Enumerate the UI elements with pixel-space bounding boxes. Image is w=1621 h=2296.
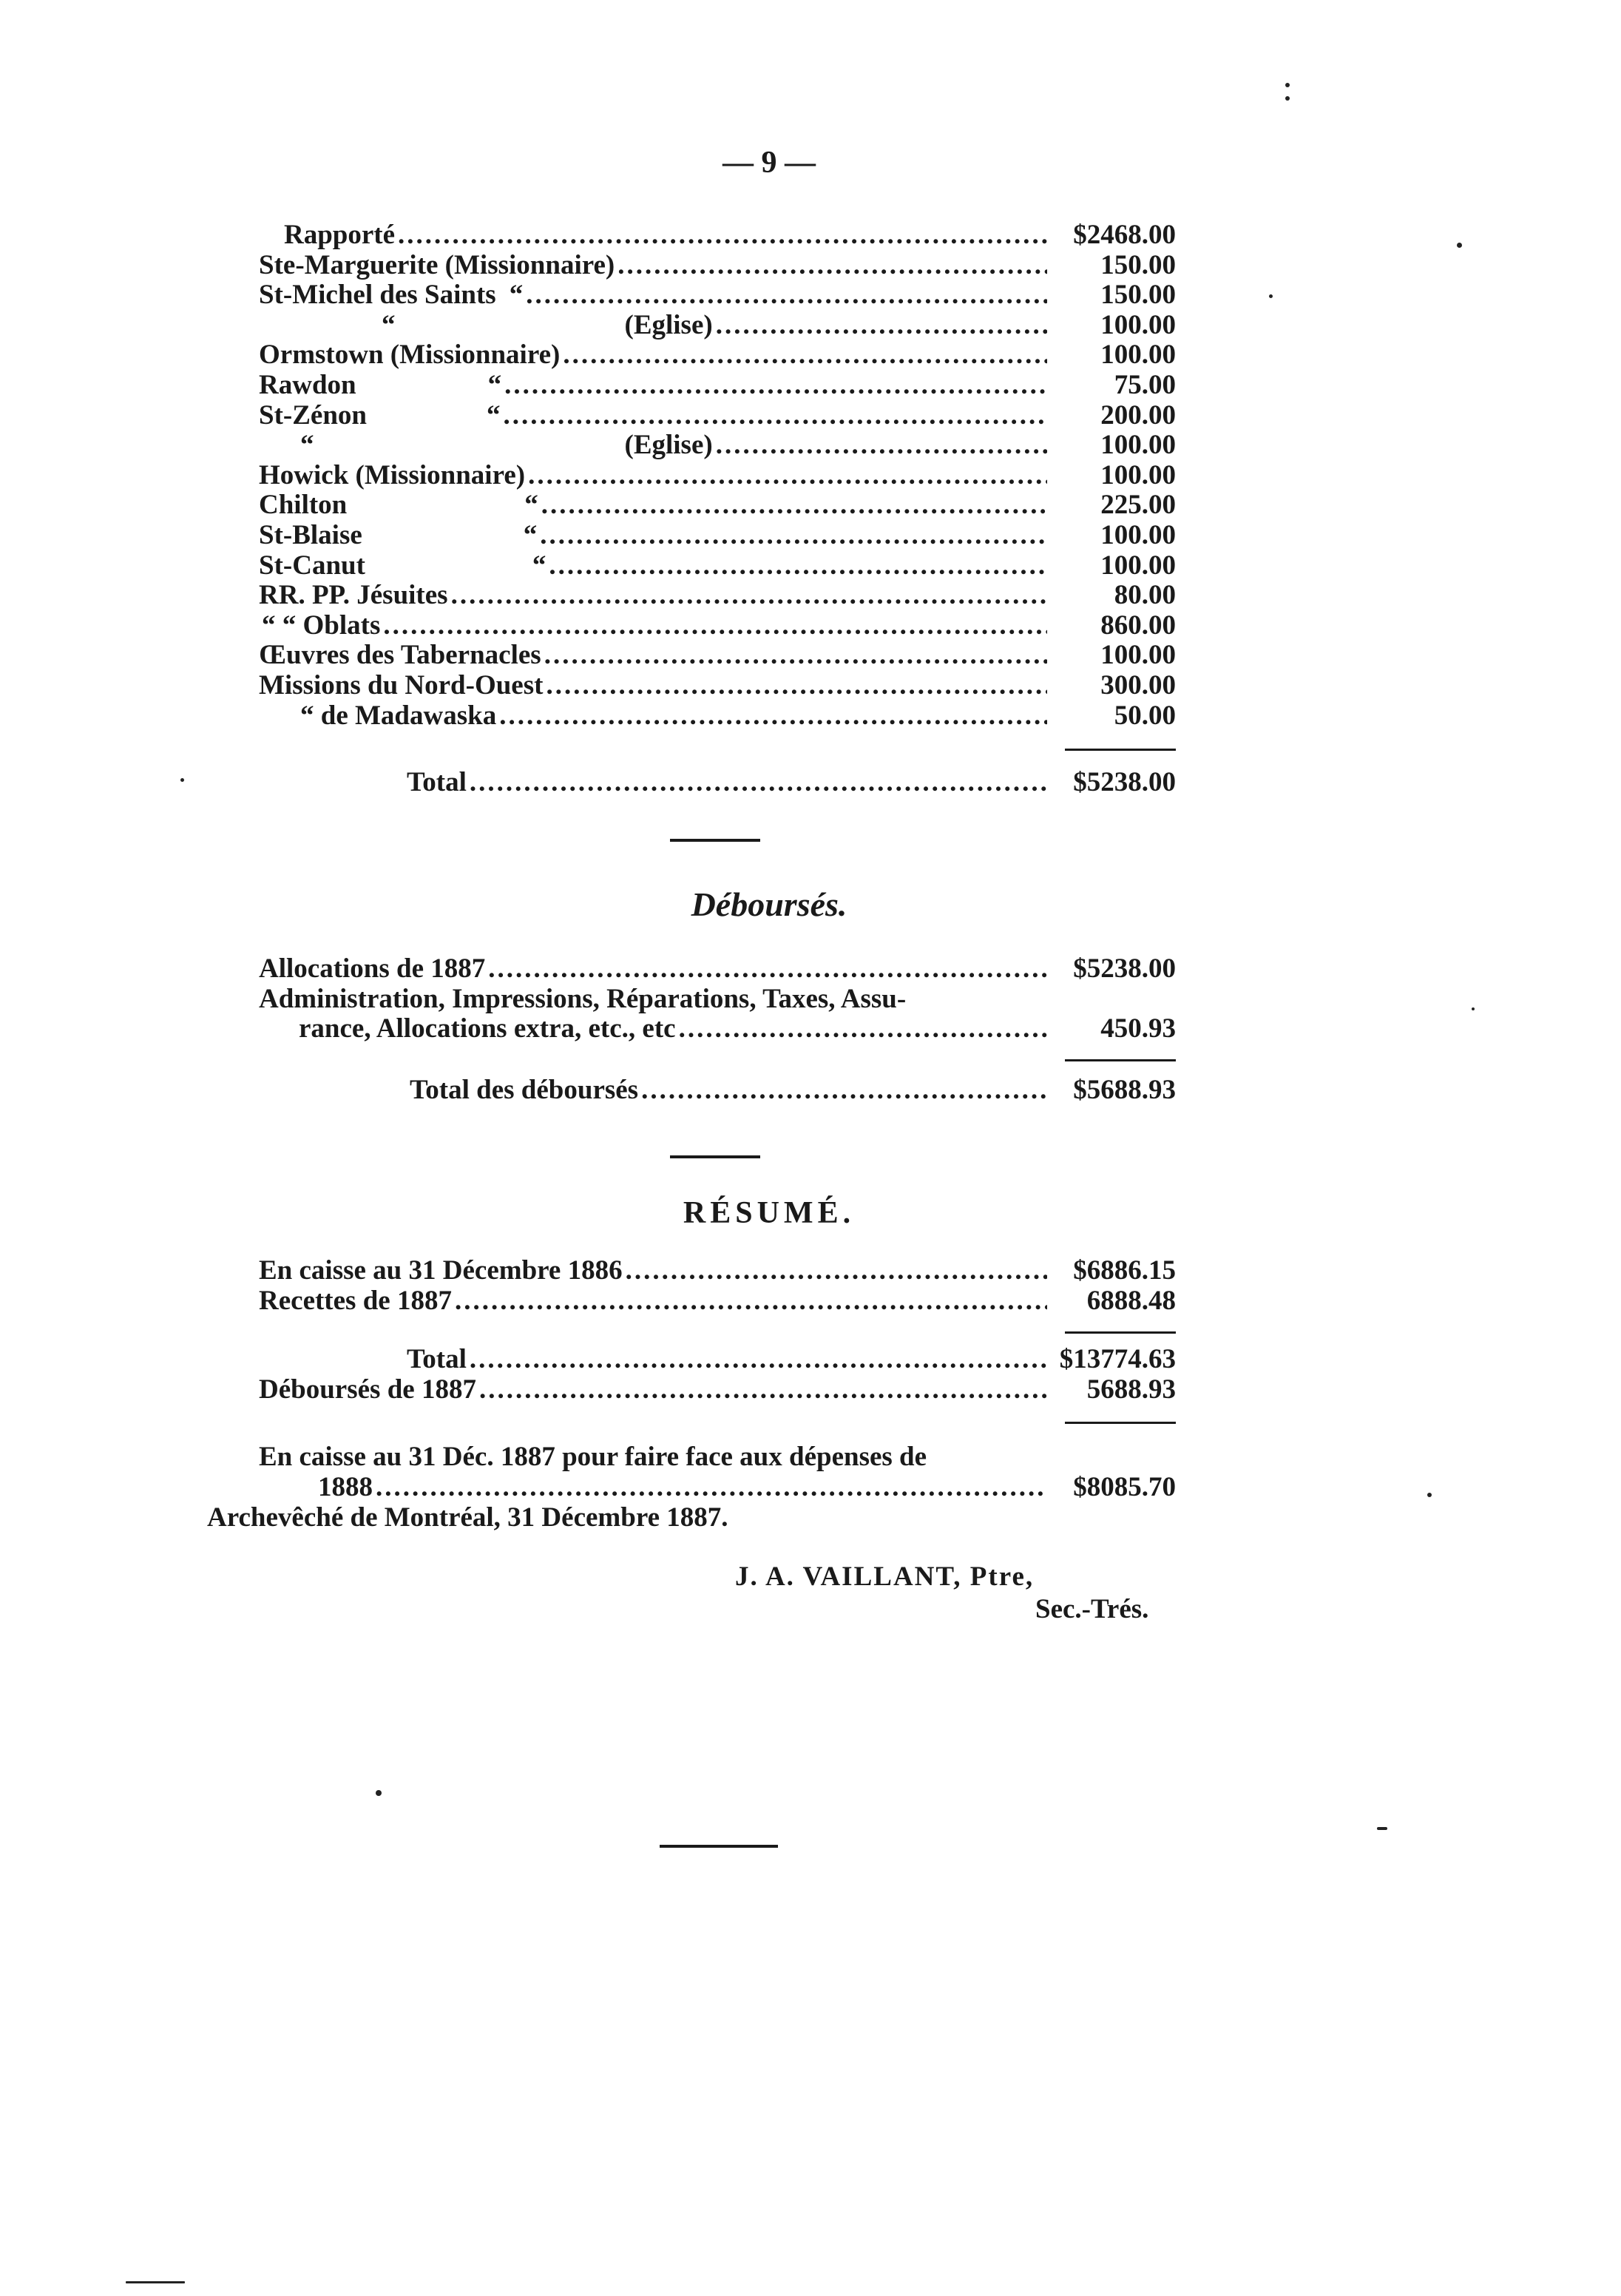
list-item: Administration, Impressions, Réparations, Taxes, Assu- [259,983,907,1014]
total-amount: $5238.00 [1073,767,1176,797]
list-item: Allocations de 1887 ..... $5238.00 [259,954,1176,985]
subtotal-rule [1065,1059,1176,1061]
list-item: Total ..... $13774.63 [259,1345,1176,1375]
disbursements-total: Total des déboursés ..... $5688.93 [410,1076,1176,1106]
scan-speck [1427,1493,1432,1497]
list-item: Rapporté ..... $2468.00 [259,220,1176,251]
scan-speck [1457,243,1462,248]
list-item: rance, Allocations extra, etc., etc ..... 450.93 [259,1014,1176,1044]
disbursements-heading: Déboursés. [691,885,847,923]
list-item: St-Blaise “ ..... 100.00 [259,521,1176,551]
list-item: St-Zénon “ ..... 200.00 [259,401,1176,431]
closing-balance: En caisse au 31 Déc. 1887 pour faire face aux dépenses de 1888 ..... $8085.70 [259,1442,1176,1502]
scan-speck [1472,1007,1475,1010]
list-item: St-Michel des Saints “ ..... 150.00 [259,280,1176,311]
scan-speck [1285,96,1290,101]
scan-speck [1285,83,1290,87]
scan-speck [126,2281,185,2283]
list-item: St-Canut “ ..... 100.00 [259,551,1176,581]
receipts-list [259,220,1176,731]
disbursements-list [259,954,1176,1044]
list-item: Howick (Missionnaire) ..... 100.00 [259,461,1176,491]
summary-heading: RÉSUMÉ. [683,1196,856,1230]
list-item: Missions du Nord-Ouest ..... 300.00 [259,671,1176,701]
list-item: Œuvres des Tabernacles ..... 100.00 [259,641,1176,671]
list-item: “ “ Oblats ..... 860.00 [259,611,1176,641]
receipts-total [407,768,1176,798]
summary-totals [259,1345,1176,1405]
scan-speck [1269,294,1273,298]
signature-title: Sec.-Trés. [1035,1594,1149,1624]
section-divider [670,839,760,842]
subtotal-rule [1065,1422,1176,1424]
scan-speck [180,778,184,782]
list-item: Recettes de 1887 ..... 6888.48 [259,1286,1176,1317]
scan-speck [1377,1827,1387,1830]
scan-speck [376,1790,382,1796]
list-item: RR. PP. Jésuites ..... 80.00 [259,581,1176,611]
closing-rule [660,1845,778,1848]
list-item: Rawdon “ ..... 75.00 [259,371,1176,401]
signature-name: J. A. VAILLANT, Ptre, [735,1561,1035,1592]
list-item: “ (Eglise) ..... 100.00 [259,430,1176,461]
list-item: En caisse au 31 Décembre 1886 ..... $6886.15 [259,1256,1176,1286]
list-item: Ormstown (Missionnaire) ..... 100.00 [259,340,1176,371]
list-item: “ de Madawaska ..... 50.00 [259,701,1176,732]
total-label: Total [407,767,467,797]
list-item: “ (Eglise) ..... 100.00 [259,311,1176,341]
page-number: — 9 — [722,146,816,180]
list-item: Chilton “ ..... 225.00 [259,490,1176,521]
subtotal-rule [1065,1331,1176,1334]
list-item: Déboursés de 1887 ..... 5688.93 [259,1375,1176,1405]
list-item: Ste-Marguerite (Missionnaire) ..... 150.00 [259,251,1176,281]
subtotal-rule [1065,749,1176,751]
place-date: Archevêché de Montréal, 31 Décembre 1887. [207,1502,728,1533]
section-divider [670,1155,760,1158]
summary-list [259,1256,1176,1316]
